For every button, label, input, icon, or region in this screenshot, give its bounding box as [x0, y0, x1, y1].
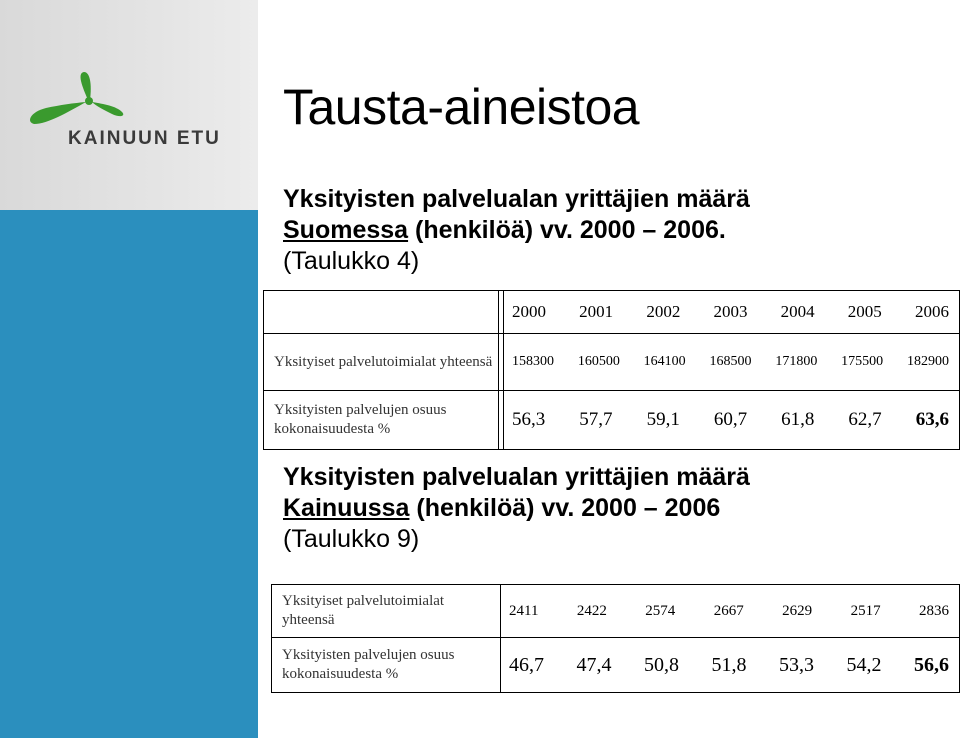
year-cell: 2005 — [847, 302, 882, 321]
value-cell: 63,6 — [915, 409, 949, 430]
value-cell: 182900 — [906, 354, 949, 369]
value-cell: 175500 — [841, 354, 884, 369]
section-heading-kainuu — [283, 462, 750, 555]
table-row — [272, 638, 960, 693]
year-cell: 2004 — [780, 302, 815, 321]
row-label: Yksityiset palvelutoimialat yhteensä — [274, 353, 493, 370]
value-cell: 62,7 — [848, 409, 882, 430]
year-cell: 2000 — [512, 302, 546, 321]
year-cell: 2003 — [713, 302, 748, 321]
side-panel-blue — [0, 210, 258, 738]
table-suomi — [263, 290, 960, 450]
value-cell: 158300 — [512, 354, 554, 369]
logo-icon — [20, 68, 250, 158]
heading-place: Suomessa — [283, 216, 409, 244]
value-cell: 56,6 — [914, 653, 949, 676]
heading-line: Yksityisten palvelualan yrittäjien määrä — [283, 463, 750, 491]
value-cell: 2422 — [576, 602, 607, 619]
table-header-row — [264, 291, 960, 334]
page-title: Tausta-aineistoa — [283, 79, 640, 135]
value-cell: 2411 — [509, 602, 539, 619]
value-cell: 57,7 — [579, 409, 613, 430]
value-cell: 50,8 — [644, 653, 679, 676]
value-cell: 54,2 — [846, 653, 882, 676]
heading-line — [283, 493, 750, 524]
row-label: Yksityisten palvelujen osuus kokonaisuudesta % — [274, 402, 447, 437]
kainuun-etu-logo — [20, 68, 250, 158]
value-cell: 171800 — [775, 354, 818, 369]
svg-text:KAINUUN ETU: KAINUUN ETU — [68, 128, 221, 149]
table-corner — [264, 291, 499, 334]
year-cell: 2001 — [579, 302, 614, 321]
value-cell: 61,8 — [781, 409, 815, 430]
section-heading-suomi — [283, 184, 750, 277]
table-row — [264, 391, 960, 450]
year-cells — [504, 291, 960, 334]
value-cell: 47,4 — [576, 653, 612, 676]
value-cell: 53,3 — [779, 653, 814, 676]
value-cell: 2629 — [782, 602, 813, 619]
value-cell: 2836 — [918, 602, 949, 619]
row-label: Yksityisten palvelujen osuus kokonaisuudesta % — [282, 647, 455, 682]
heading-rest: (henkilöä) vv. 2000 – 2006 — [409, 494, 721, 522]
value-cell: 51,8 — [711, 653, 747, 676]
table-row — [264, 334, 960, 391]
value-cell: 2574 — [645, 602, 676, 619]
table-row — [272, 585, 960, 638]
year-cell: 2002 — [646, 302, 681, 321]
heading-place: Kainuussa — [283, 494, 410, 522]
heading-table-ref: (Taulukko 4) — [283, 247, 420, 275]
value-cell: 60,7 — [713, 409, 748, 430]
value-cell: 2517 — [850, 602, 881, 619]
year-cell: 2006 — [914, 302, 949, 321]
heading-line: Yksityisten palvelualan yrittäjien määrä — [283, 185, 750, 213]
value-cell: 2667 — [713, 602, 744, 619]
value-cell: 168500 — [709, 354, 752, 369]
heading-rest: (henkilöä) vv. 2000 – 2006. — [408, 216, 726, 244]
value-cell: 164100 — [643, 354, 686, 369]
value-cell: 59,1 — [646, 409, 680, 430]
row-label: Yksityiset palvelutoimialat yhteensä — [282, 593, 445, 628]
heading-line — [283, 215, 750, 246]
value-cell: 56,3 — [512, 409, 546, 430]
value-cell: 160500 — [577, 354, 620, 369]
value-cell: 46,7 — [509, 653, 544, 676]
table-kainuu — [271, 584, 960, 693]
heading-table-ref: (Taulukko 9) — [283, 525, 420, 553]
